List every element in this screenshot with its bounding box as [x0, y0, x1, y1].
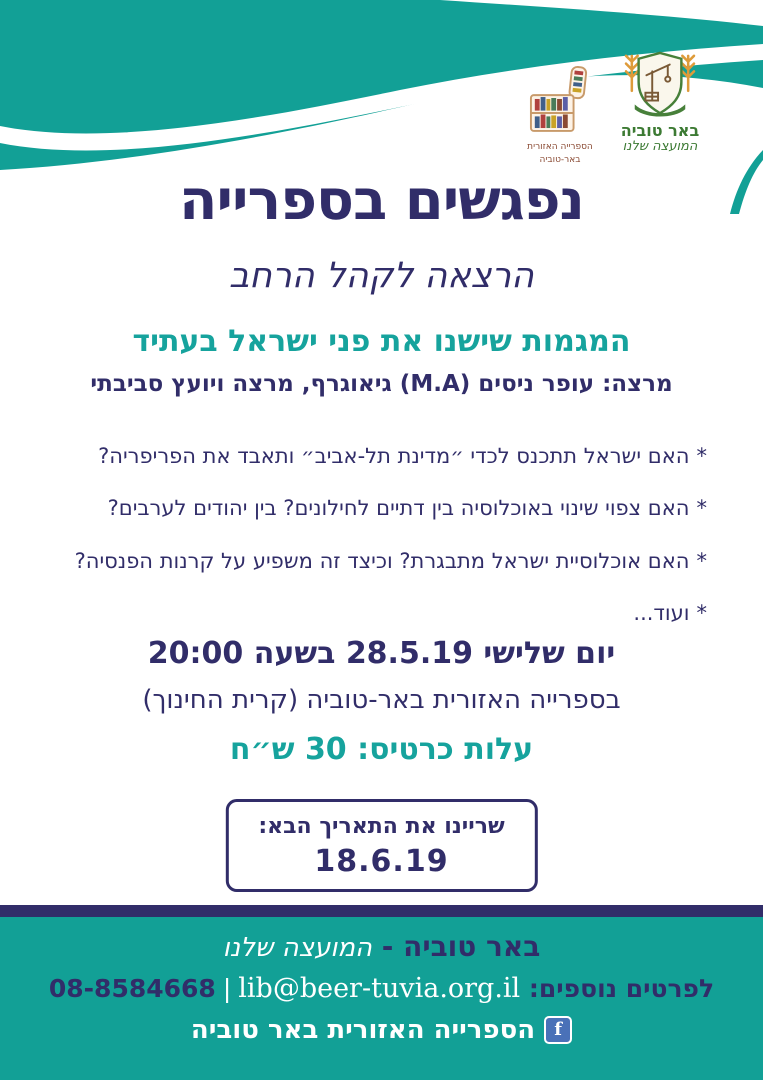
footer: [0, 905, 763, 1080]
bullet-star: *: [696, 600, 707, 625]
footer-brand-name: באר טוביה -: [372, 930, 541, 963]
event-location: בספרייה האזורית באר-טוביה (קרית החינוך): [142, 685, 621, 715]
footer-background: [0, 917, 763, 1080]
save-the-date-box: [225, 799, 537, 892]
library-logo: [512, 62, 608, 167]
question-item: *האם אוכלוסיית ישראל מתבגרת? וכיצד זה משפיע על קרנות הפנסיה?: [74, 548, 707, 573]
footer-brand-line: [0, 917, 763, 964]
municipality-name: באר טוביה: [620, 121, 700, 140]
bullet-star: *: [696, 496, 707, 521]
facebook-page-name: הספרייה האזורית באר טוביה: [190, 1014, 536, 1045]
bullet-star: *: [696, 548, 707, 573]
library-thumbsup-icon: [529, 62, 591, 134]
bullet-star: *: [696, 444, 707, 468]
question-list: [40, 443, 707, 652]
event-datetime: יום שלישי 28.5.19 בשעה 20:00: [147, 636, 616, 671]
lecturer-line: מרצה: עופר ניסים (M.A) גיאוגרף, מרצה ויועץ סביבתי: [90, 371, 673, 397]
ticket-price: עלות כרטיס: 30 ש״ח: [229, 732, 534, 767]
poster-subtitle: הרצאה לקהל הרחב: [228, 256, 535, 296]
question-item: *ועוד...: [633, 600, 707, 625]
municipality-emblem-icon: [618, 50, 702, 118]
phone-number: 08-8584668: [48, 974, 216, 1004]
save-the-date-label: שריינו את התאריך הבא:: [258, 814, 505, 839]
footer-brand-slogan: המועצה שלנו: [222, 933, 372, 963]
question-item: *האם צפוי שינוי באוכלוסיה בין דתיים לחילונים? בין יהודים לערבים?: [107, 496, 707, 521]
save-the-date-value: 18.6.19: [314, 844, 449, 880]
municipality-slogan: המועצה שלנו: [622, 138, 698, 154]
contact-separator: |: [222, 974, 232, 1004]
question-item: *האם ישראל תתכנס לכדי ״מדינת תל-אביב״ ותאבד את הפריפריה?: [98, 444, 707, 468]
lecture-topic: המגמות שישנו את פני ישראל בעתיד: [132, 324, 631, 359]
footer-divider-bar: [0, 905, 763, 917]
email-address: lib@beer-tuvia.org.il: [238, 973, 521, 1005]
footer-facebook-line: [0, 1015, 763, 1045]
facebook-icon: f: [544, 1016, 572, 1044]
library-logo-caption: הספרייה האזורית באר-טוביה: [527, 142, 593, 166]
municipality-logo: [608, 50, 712, 154]
poster-title: נפגשים בספרייה: [179, 168, 584, 233]
footer-contact-line: [0, 973, 763, 1005]
contact-label: לפרטים נוספים:: [520, 974, 715, 1004]
